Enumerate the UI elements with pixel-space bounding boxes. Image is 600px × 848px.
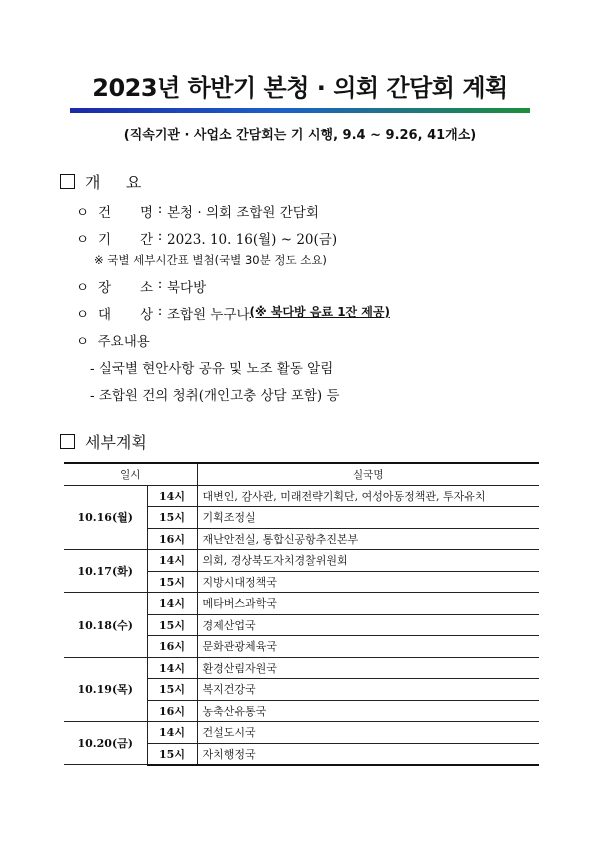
table-row	[64, 593, 539, 615]
colon: :	[157, 201, 163, 217]
header-datetime: 일시	[64, 463, 197, 485]
date-cell: 10.18(수)	[64, 593, 147, 658]
page-subtitle: (직속기관 · 사업소 간담회는 기 시행, 9.4 ~ 9.26, 41개소)	[123, 128, 477, 143]
dept-cell: 복지건강국	[197, 679, 539, 701]
colon: :	[157, 276, 163, 292]
time-cell: 14시	[147, 722, 197, 744]
title-underline-bar	[70, 108, 530, 113]
dept-cell: 농축산유통국	[197, 700, 539, 722]
section-overview-label: 개 요	[85, 173, 142, 192]
dept-cell: 건설도시국	[197, 722, 539, 744]
overview-item-place	[76, 276, 206, 296]
date-cell: 10.19(목)	[64, 657, 147, 722]
bullet: ㅇ	[76, 280, 90, 296]
time-cell: 15시	[147, 571, 197, 593]
dept-cell: 의회, 경상북도자치경찰위원회	[197, 550, 539, 572]
section-overview-heading	[60, 170, 141, 193]
item-value: 조합원 누구나	[167, 307, 250, 323]
overview-item-target	[76, 303, 390, 323]
time-cell: 14시	[147, 550, 197, 572]
dept-cell: 대변인, 감사관, 미래전략기획단, 여성아동정책관, 투자유치	[197, 485, 539, 507]
item-value: 2023. 10. 16(월) ~ 20(금)	[167, 232, 338, 248]
dept-cell: 경제산업국	[197, 614, 539, 636]
time-cell: 16시	[147, 528, 197, 550]
time-cell: 16시	[147, 636, 197, 658]
dept-cell: 환경산림자원국	[197, 657, 539, 679]
checkbox-square-icon	[60, 174, 75, 189]
time-cell: 14시	[147, 657, 197, 679]
time-cell: 15시	[147, 614, 197, 636]
item-key: 건 명	[98, 205, 153, 221]
time-cell: 15시	[147, 679, 197, 701]
overview-main-content-label	[76, 330, 150, 350]
bullet: ㅇ	[76, 307, 90, 323]
dept-cell: 재난안전실, 통합신공항추진본부	[197, 528, 539, 550]
date-cell: 10.16(월)	[64, 485, 147, 550]
time-cell: 16시	[147, 700, 197, 722]
colon: :	[157, 303, 163, 319]
date-cell: 10.17(화)	[64, 550, 147, 593]
section-plan-heading	[60, 430, 147, 453]
table-row	[64, 722, 539, 744]
section-plan-label: 세부계획	[85, 433, 147, 452]
bullet: ㅇ	[76, 205, 90, 221]
dept-cell: 메타버스과학국	[197, 593, 539, 615]
bullet: ㅇ	[76, 232, 90, 248]
dept-cell: 지방시대정책국	[197, 571, 539, 593]
time-cell: 15시	[147, 507, 197, 529]
table-row	[64, 550, 539, 572]
item-value: 북다방	[167, 280, 207, 296]
header-department: 실국명	[197, 463, 539, 485]
date-cell: 10.20(금)	[64, 722, 147, 765]
table-row	[64, 657, 539, 679]
main-content-label: ㅇ 주요내용	[76, 334, 150, 350]
overview-item-period	[76, 228, 337, 248]
dept-cell: 기획조정실	[197, 507, 539, 529]
time-cell: 14시	[147, 485, 197, 507]
colon: :	[157, 228, 163, 244]
item-key: 기 간	[98, 232, 153, 248]
table-header-row	[64, 463, 539, 485]
table-row	[64, 485, 539, 507]
page-title: 2023년 하반기 본청 · 의회 간담회 계획	[92, 74, 508, 102]
time-cell: 14시	[147, 593, 197, 615]
item-key: 대 상	[98, 307, 153, 323]
overview-item-name	[76, 201, 319, 221]
dept-cell: 자치행정국	[197, 743, 539, 765]
main-content-item: - 실국별 현안사항 공유 및 노조 활동 알림	[90, 361, 334, 377]
item-value: 본청 · 의회 조합원 간담회	[167, 205, 319, 221]
period-note: ※ 국별 세부시간표 별첨(국별 30분 정도 소요)	[94, 253, 327, 267]
schedule-table	[64, 462, 539, 766]
dept-cell: 문화관광체육국	[197, 636, 539, 658]
checkbox-square-icon	[60, 434, 75, 449]
target-highlight-note: (※ 북다방 음료 1잔 제공)	[249, 305, 390, 319]
item-key: 장 소	[98, 280, 153, 296]
main-content-item: - 조합원 건의 청취(개인고충 상담 포함) 등	[90, 388, 340, 404]
time-cell: 15시	[147, 743, 197, 765]
